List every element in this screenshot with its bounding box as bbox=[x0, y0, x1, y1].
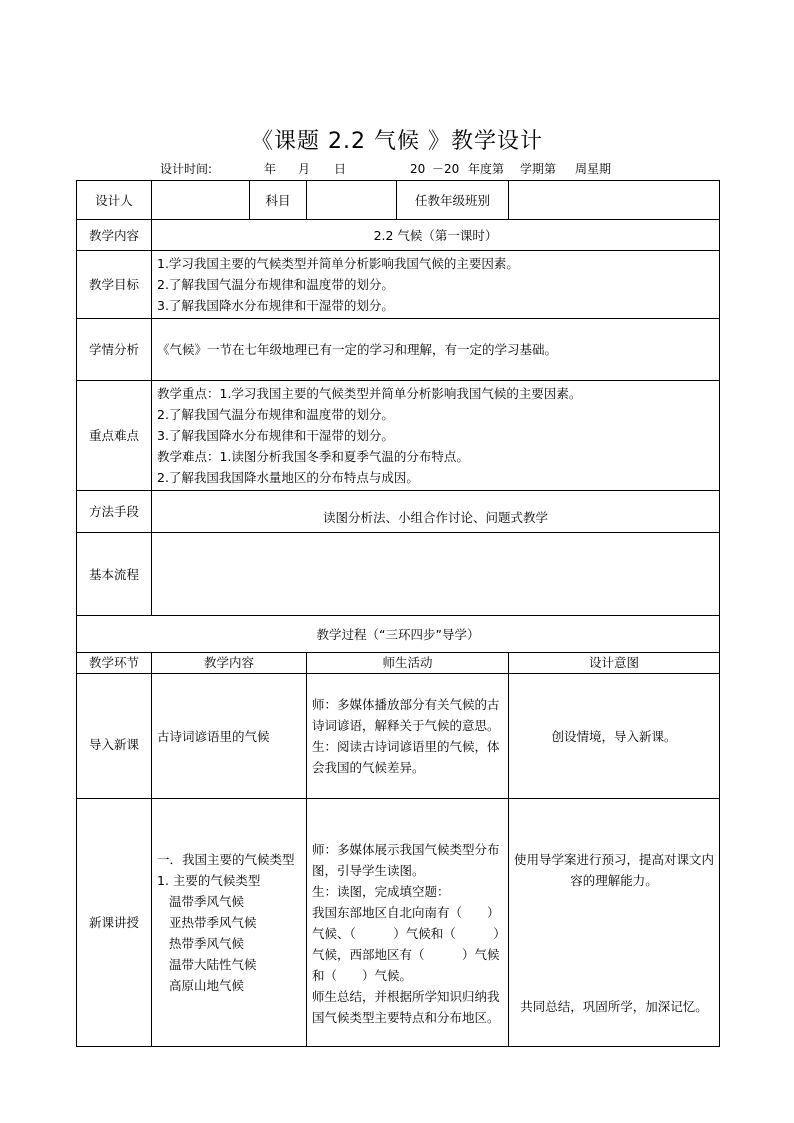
objective-item: 3.了解我国降水分布规律和干湿带的划分。 bbox=[157, 298, 394, 313]
activity-line: 生：阅读古诗词谚语里的气候，体会我国的气候差异。 bbox=[312, 739, 500, 775]
new-lesson-intent bbox=[509, 799, 720, 1047]
year-label: 年 bbox=[264, 162, 277, 176]
design-time-label: 设计时间: bbox=[160, 162, 213, 176]
climate-type: 亚热带季风气候 bbox=[169, 915, 257, 930]
intent-line: 共同总结，巩固所学，加深记忆。 bbox=[520, 999, 708, 1014]
climate-type: 热带季风气候 bbox=[169, 936, 245, 951]
stage-header: 教学环节 bbox=[77, 653, 152, 674]
intro-intent: 创设情境，导入新课。 bbox=[509, 674, 720, 799]
objective-item: 2.了解我国气温分布规律和温度带的划分。 bbox=[157, 277, 394, 292]
activity-line: 生：读图，完成填空题： bbox=[312, 883, 450, 899]
new-lesson-stage: 新课讲授 bbox=[77, 799, 152, 1047]
new-lesson-row bbox=[77, 799, 720, 1047]
activity-line: 师：多媒体播放部分有关气候的古诗词谚语，解释关于气候的意思。 bbox=[312, 697, 500, 733]
content-row bbox=[77, 220, 720, 251]
climate-type: 高原山地气候 bbox=[169, 978, 245, 993]
process-title: 教学过程（“三环四步”导学） bbox=[77, 616, 720, 653]
key-point-item: 3.了解我国降水分布规律和干湿带的划分。 bbox=[157, 428, 394, 443]
activity-line: 师：多媒体展示我国气候类型分布图，引导学生读图。 bbox=[312, 841, 500, 878]
subject-value bbox=[307, 181, 397, 220]
content-label: 教学内容 bbox=[77, 220, 152, 251]
flow-value bbox=[152, 533, 720, 616]
year-from: 20 bbox=[410, 162, 426, 176]
class-value bbox=[509, 181, 720, 220]
key-point-item: 2.了解我国我国降水量地区的分布特点与成因。 bbox=[157, 470, 419, 485]
intent-header: 设计意图 bbox=[509, 653, 720, 674]
climate-type: 温带季风气候 bbox=[169, 894, 245, 909]
key-point-item: 教学难点：1.读图分析我国冬季和夏季气温的分布特点。 bbox=[157, 449, 469, 464]
objectives-list bbox=[152, 251, 720, 319]
flow-label: 基本流程 bbox=[77, 533, 152, 616]
month-label: 月 bbox=[298, 162, 311, 176]
week-day-label: 周星期 bbox=[575, 162, 612, 176]
methods-value: 读图分析法、小组合作讨论、问题式教学 bbox=[152, 491, 720, 533]
activity-header: 师生活动 bbox=[307, 653, 509, 674]
analysis-row bbox=[77, 319, 720, 381]
key-point-item: 2.了解我国气温分布规律和温度带的划分。 bbox=[157, 407, 394, 422]
intro-row bbox=[77, 674, 720, 799]
lesson-plan-table bbox=[76, 180, 720, 1047]
flow-row bbox=[77, 533, 720, 616]
document-title: 《课题 2.2 气候 》教学设计 bbox=[251, 129, 543, 154]
intent-line: 使用导学案进行预习，提高对课文内容的理解能力。 bbox=[514, 852, 715, 888]
day-label: 日 bbox=[334, 162, 347, 176]
analysis-value: 《气候》一节在七年级地理已有一定的学习和理解，有一定的学习基础。 bbox=[152, 319, 720, 381]
designer-label: 设计人 bbox=[77, 181, 152, 220]
objectives-label: 教学目标 bbox=[77, 251, 152, 319]
class-label: 任教年级班别 bbox=[397, 181, 509, 220]
key-points-row bbox=[77, 381, 720, 491]
key-point-item: 教学重点：1.学习我国主要的气候类型并简单分析影响我国气候的主要因素。 bbox=[157, 386, 582, 401]
methods-row bbox=[77, 491, 720, 533]
process-header-row bbox=[77, 653, 720, 674]
climate-type: 温带大陆性气候 bbox=[169, 957, 257, 972]
objectives-row bbox=[77, 251, 720, 319]
objective-item: 1.学习我国主要的气候类型并简单分析影响我国气候的主要因素。 bbox=[157, 256, 519, 271]
intro-content: 古诗词谚语里的气候 bbox=[152, 674, 307, 799]
new-lesson-activity bbox=[307, 799, 509, 1047]
content-header: 教学内容 bbox=[152, 653, 307, 674]
process-title-row bbox=[77, 616, 720, 653]
intro-stage: 导入新课 bbox=[77, 674, 152, 799]
content-value: 2.2 气候（第一课时） bbox=[152, 220, 720, 251]
header-row bbox=[77, 181, 720, 220]
content-line: 一．我国主要的气候类型 bbox=[157, 852, 295, 867]
analysis-label: 学情分析 bbox=[77, 319, 152, 381]
activity-line: 师生总结，并根据所学知识归纳我国气候类型主要特点和分布地区。 bbox=[312, 988, 500, 1025]
new-lesson-content bbox=[152, 799, 307, 1047]
designer-value bbox=[152, 181, 250, 220]
subject-label: 科目 bbox=[250, 181, 307, 220]
year-to: －20 bbox=[432, 162, 460, 176]
content-line: 1. 主要的气候类型 bbox=[157, 873, 261, 888]
activity-line: 我国东部地区自北向南有（ ）气候、（ ）气候和（ ）气候，西部地区有（ ）气候和（ ）气候。 bbox=[312, 904, 500, 983]
design-time-line bbox=[160, 160, 611, 177]
school-year-label: 年度第 bbox=[468, 162, 505, 176]
intro-activity bbox=[307, 674, 509, 799]
key-points-list bbox=[152, 381, 720, 491]
key-points-label: 重点难点 bbox=[77, 381, 152, 491]
methods-label: 方法手段 bbox=[77, 491, 152, 533]
semester-label: 学期第 bbox=[520, 162, 557, 176]
